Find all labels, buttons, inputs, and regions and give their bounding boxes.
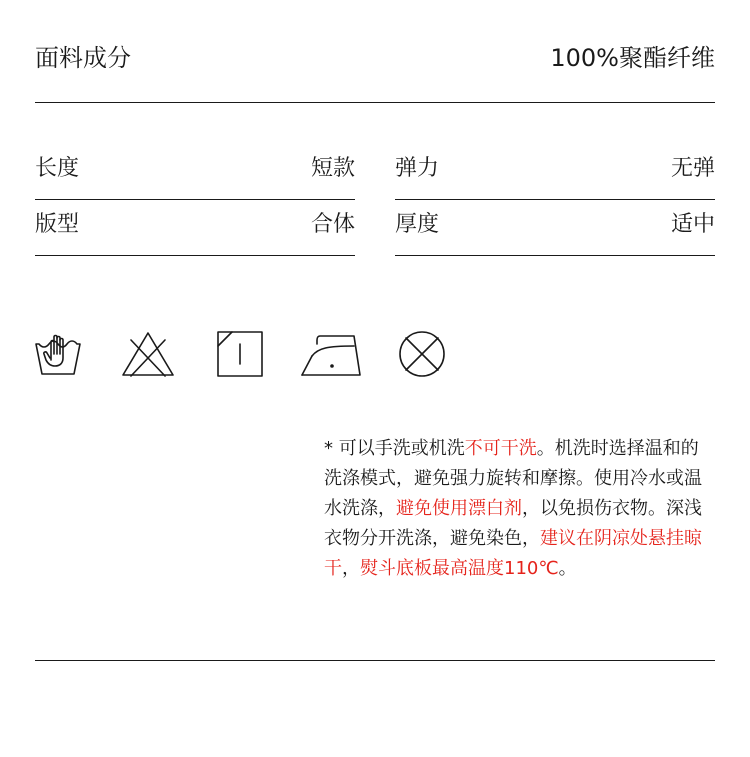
- attribute-elasticity-value: 无弹: [670, 156, 715, 181]
- care-note-highlight-iron-temp: 熨斗底板最高温度110℃: [360, 558, 559, 579]
- care-note-highlight-no-bleach: 避免使用漂白剂: [396, 498, 522, 519]
- attribute-fit-label: 版型: [35, 212, 80, 237]
- care-note-segment: 。机洗时选择温和的洗涤模式，避免强力旋转和摩擦。使用冷水或温水洗涤，: [324, 438, 702, 519]
- no-bleach-icon: [121, 330, 175, 378]
- care-note-segment: * 可以手洗或机洗: [324, 438, 465, 459]
- attribute-thickness: [395, 200, 715, 256]
- attribute-elasticity-label: 弹力: [395, 156, 440, 181]
- line-dry-icon: [216, 330, 264, 378]
- care-instructions-text: [324, 434, 710, 584]
- fabric-composition-label: 面料成分: [35, 44, 131, 72]
- attribute-length-label: 长度: [35, 156, 80, 181]
- attribute-fit-underline: [35, 255, 355, 256]
- attribute-fit: [35, 200, 355, 256]
- divider-bottom: [35, 660, 715, 661]
- care-note-segment: ，以免损伤衣物。深浅衣物分开洗涤，避免染色，: [324, 498, 702, 549]
- attribute-fit-value: 合体: [310, 212, 355, 237]
- care-note-segment: ，: [342, 558, 360, 579]
- attribute-thickness-label: 厚度: [395, 212, 440, 237]
- attribute-thickness-value: 适中: [670, 212, 715, 237]
- fabric-composition-value: 100%聚酯纤维: [550, 44, 715, 72]
- divider-top: [35, 102, 715, 103]
- attribute-length: [35, 144, 355, 200]
- no-dry-clean-icon: [398, 330, 446, 378]
- iron-low-heat-icon: [300, 330, 362, 378]
- care-note-highlight-no-dry-clean: 不可干洗: [464, 438, 537, 459]
- care-note-highlight-shade-dry: 建议在阴凉处悬挂晾干: [324, 528, 702, 579]
- hand-wash-icon: [34, 330, 82, 378]
- attribute-thickness-underline: [395, 255, 715, 256]
- attribute-length-value: 短款: [310, 156, 355, 181]
- attribute-elasticity: [395, 144, 715, 200]
- care-note-segment: 。: [558, 558, 577, 579]
